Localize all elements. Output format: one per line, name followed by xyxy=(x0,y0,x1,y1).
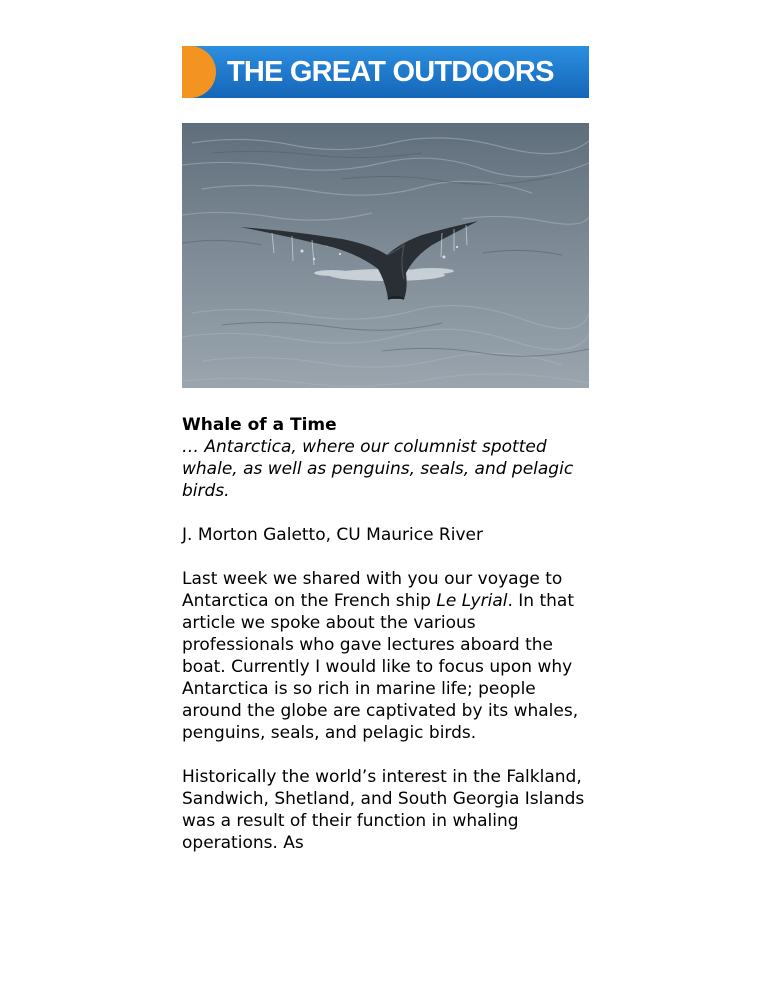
article-paragraph-1 xyxy=(182,568,590,744)
article-byline: J. Morton Galetto, CU Maurice River xyxy=(182,525,483,545)
article-column xyxy=(182,46,590,854)
article-deck: … Antarctica, where our columnist spotted whale, as well as penguins, seals, and pelagic birds. xyxy=(182,437,574,501)
banner-accent-tab xyxy=(182,46,216,98)
banner-title: THE GREAT OUTDOORS xyxy=(227,56,554,88)
paragraph-text: Last week we shared with you our voyage to Antarctica on the French ship xyxy=(182,569,563,611)
whale-tail-image xyxy=(182,123,589,388)
article-paragraph-2: Historically the world’s interest in the Falkland, Sandwich, Shetland, and South Georgia Islands was a result of their function in whaling operations. As xyxy=(182,767,585,853)
paragraph-text: . In that article we spoke about the various professionals who gave lectures aboard the boat. Currently I would like to focus upon why Antarctica is so rich in marine life; people around the globe are captivated by its whales, penguins, seals, and pelagic birds. xyxy=(182,591,579,743)
article-headline: Whale of a Time xyxy=(182,415,337,435)
section-banner xyxy=(182,46,589,98)
ship-name: Le Lyrial xyxy=(436,591,508,611)
